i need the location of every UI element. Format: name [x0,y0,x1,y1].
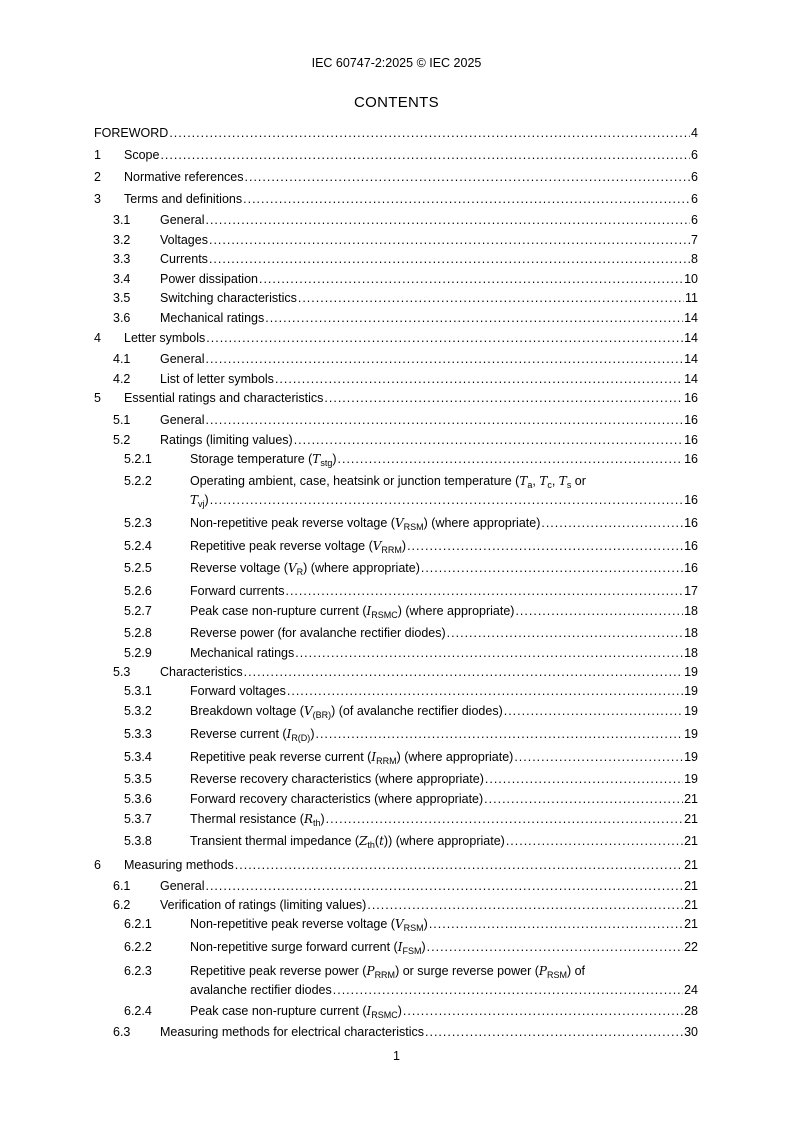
toc-leader [244,664,683,681]
toc-entry[interactable] [94,916,698,933]
toc-label: Forward currents [190,584,285,598]
toc-page: 16 [684,452,698,466]
toc-label: Ratings (limiting values) [160,433,293,447]
toc-page: 18 [684,604,698,618]
document-header: IEC 60747-2:2025 © IEC 2025 [311,56,482,70]
toc-entry[interactable] [94,515,698,532]
toc-label: Non-repetitive surge forward current $(I_{FSM})$ [190,940,426,956]
toc-label: Measuring methods [124,858,234,872]
toc-entry[interactable] [94,451,698,468]
toc-leader [315,726,683,743]
toc-number: 6.2.1 [124,917,152,931]
toc-label-line1: Repetitive peak reverse power $(P_{RRM})$ or surge reverse power $(P_{RSM})$ of [190,964,586,980]
toc-leader [407,538,683,555]
symbol: T [312,452,321,466]
toc-entry[interactable] [94,371,698,388]
toc-page: 19 [684,772,698,786]
toc-label: List of letter symbols [160,372,274,386]
toc-number: 5.2 [113,433,131,447]
toc-entry[interactable] [94,897,698,914]
page-number: 1 [393,1049,400,1063]
toc-page: 6 [691,192,698,206]
toc-label: Terms and definitions [124,192,243,206]
toc-label-line1: Operating ambient, case, heatsink or junction temperature ($T_a$, $T_c$, $T_s$ or [190,474,586,490]
toc-entry[interactable] [94,664,698,681]
toc-leader [429,916,683,933]
toc-label: Peak case non-rupture current $(I_{RSMC})$ [190,1004,402,1020]
toc-number: 5.3.1 [124,684,152,698]
toc-leader [447,625,683,642]
toc-page: 18 [684,626,698,640]
toc-leader [210,492,683,509]
toc-page: 19 [684,727,698,741]
toc-number: 3 [94,192,101,206]
toc-page: 6 [691,213,698,227]
toc-label: Thermal resistance $(R_{th})$ [190,812,325,828]
toc-number: 5 [94,391,101,405]
toc-page: 21 [684,792,698,806]
toc-page: 14 [684,352,698,366]
toc-entry[interactable] [94,833,698,850]
toc-page: 19 [684,704,698,718]
toc-page: 6 [691,148,698,162]
toc-leader [421,560,683,577]
toc-entry[interactable] [94,703,698,720]
toc-label: Repetitive peak reverse current $(I_{RRM})$ (where appropriate) [190,750,514,766]
toc-label: Switching characteristics [160,291,297,305]
toc-number: 6.3 [113,1025,131,1039]
toc-entry[interactable] [94,212,698,229]
toc-number: 6.2.4 [124,1004,152,1018]
toc-leader [295,645,683,662]
toc-label: Measuring methods for electrical characteristics [160,1025,424,1039]
toc-number: 6.1 [113,879,131,893]
toc-leader [209,251,690,268]
toc-leader [506,833,683,850]
toc-label: Essential ratings and characteristics [124,391,324,405]
toc-leader [515,603,683,620]
toc-number: 5.2.4 [124,539,152,553]
toc-page: 19 [684,665,698,679]
toc-label: Power dissipation [160,272,258,286]
toc-number: 3.5 [113,291,131,305]
toc-entry[interactable] [94,603,698,620]
toc-leader [275,371,683,388]
toc-number: 3.4 [113,272,131,286]
toc-page: 28 [684,1004,698,1018]
toc-leader [367,897,683,914]
toc-entry[interactable] [94,878,698,895]
toc-page: 16 [684,391,698,405]
toc-entry[interactable] [94,583,698,600]
toc-number: 5.2.3 [124,516,152,530]
toc-label: Reverse voltage $(V_R)$ (where appropriate) [190,561,420,577]
page-title: CONTENTS [354,94,439,111]
toc-number: 5.2.7 [124,604,152,618]
toc-number: 6.2.2 [124,940,152,954]
toc-label: General [160,413,205,427]
toc-leader [338,451,684,468]
toc-label: General [160,879,205,893]
toc-page: 10 [684,272,698,286]
toc-entry[interactable] [94,771,698,788]
toc-page: 21 [684,812,698,826]
toc-number: 5.2.5 [124,561,152,575]
toc-page: 14 [684,331,698,345]
toc-page: 16 [684,539,698,553]
toc-number: 3.6 [113,311,131,325]
toc-page: 21 [684,834,698,848]
toc-leader [324,390,683,407]
toc-leader [205,351,683,368]
toc-leader [484,791,683,808]
toc-entry[interactable] [94,169,698,186]
toc-leader [209,232,690,249]
toc-number: 4.2 [113,372,131,386]
toc-leader [285,583,683,600]
toc-number: 5.3.2 [124,704,152,718]
toc-number: 5.2.1 [124,452,152,466]
toc-page: 6 [691,170,698,184]
toc-leader [427,939,683,956]
toc-page: 4 [691,126,698,140]
toc-entry[interactable] [94,412,698,429]
toc-number: 5.2.2 [124,474,152,488]
toc-leader [333,982,683,999]
toc-leader [169,125,690,142]
toc-entry[interactable] [94,351,698,368]
toc-entry[interactable] [94,473,698,509]
toc-leader [243,191,690,208]
toc-entry[interactable] [94,963,698,999]
toc-label: Reverse current $(I_{R(D)})$ [190,727,315,743]
toc-page: 16 [684,516,698,530]
toc-leader [205,212,690,229]
toc-leader [235,857,683,874]
toc-entry[interactable] [94,191,698,208]
toc-entry[interactable] [94,310,698,327]
toc-page: 19 [684,750,698,764]
toc-label: Transient thermal impedance $(Z_{th}(t))$ (where appropriate) [190,834,505,850]
toc-leader [245,169,691,186]
toc-number: 2 [94,170,101,184]
toc-entry[interactable] [94,683,698,700]
toc-page: 19 [684,684,698,698]
toc-leader [287,683,683,700]
toc-entry[interactable] [94,330,698,347]
toc-number: 5.3.4 [124,750,152,764]
toc-label: Mechanical ratings [190,646,295,660]
toc-leader [206,330,683,347]
toc-label: Verification of ratings (limiting values) [160,898,367,912]
toc-label: Normative references [124,170,244,184]
toc-label: Forward voltages [190,684,286,698]
toc-number: 4 [94,331,101,345]
toc-label-line2: $T_{vj}$) [190,493,209,509]
toc-entry[interactable] [94,1024,698,1041]
toc-leader [504,703,683,720]
toc-label: Repetitive peak reverse voltage $(V_{RRM})$ [190,539,407,555]
toc-number: 6.2 [113,898,131,912]
toc-number: 5.3.7 [124,812,152,826]
toc-page: 16 [684,493,698,507]
toc-entry[interactable] [94,857,698,874]
toc-label: Characteristics [160,665,243,679]
toc-label: Reverse power (for avalanche rectifier diodes) [190,626,446,640]
toc-leader [259,271,683,288]
toc-entry[interactable] [94,232,698,249]
toc-number: 3.2 [113,233,131,247]
toc-entry[interactable] [94,939,698,956]
toc-leader [265,310,683,327]
toc-leader [514,749,683,766]
toc-number: 5.2.9 [124,646,152,660]
toc-label: General [160,352,205,366]
toc-number: 4.1 [113,352,131,366]
toc-label: Mechanical ratings [160,311,265,325]
toc-number: 3.1 [113,213,131,227]
toc-entry[interactable] [94,271,698,288]
toc-entry[interactable] [94,432,698,449]
toc-leader [205,412,683,429]
toc-leader [160,147,690,164]
toc-label: Forward recovery characteristics (where appropriate) [190,792,484,806]
toc-number: 5.3.8 [124,834,152,848]
toc-label: Breakdown voltage $(V_{(BR)})$ (of avalanche rectifier diodes) [190,704,503,720]
toc-number: 6 [94,858,101,872]
toc-entry[interactable] [94,390,698,407]
toc-label: Non-repetitive peak reverse voltage $(V_{RSM})$ (where appropriate) [190,516,541,532]
toc-entry[interactable] [94,560,698,577]
toc-leader [425,1024,683,1041]
toc-number: 5.3 [113,665,131,679]
toc-leader [485,771,683,788]
toc-number: 5.2.8 [124,626,152,640]
toc-label: Peak case non-rupture current $(I_{RSMC})$ (where appropriate) [190,604,515,620]
toc-page: 11 [685,291,698,305]
toc-page: 24 [684,983,698,997]
toc-entry[interactable] [94,645,698,662]
toc-entry[interactable] [94,538,698,555]
toc-page: 22 [684,940,698,954]
toc-number: 3.3 [113,252,131,266]
toc-entry[interactable] [94,811,698,828]
toc-leader [541,515,683,532]
toc-page: 7 [691,233,698,247]
toc-label: Reverse recovery characteristics (where appropriate) [190,772,484,786]
toc-entry[interactable] [94,251,698,268]
toc-number: 5.1 [113,413,131,427]
toc-page: 21 [684,917,698,931]
toc-leader [298,290,684,307]
toc-number: 1 [94,148,101,162]
toc-page: 16 [684,433,698,447]
toc-page: 14 [684,311,698,325]
toc-entry[interactable] [94,147,698,164]
toc-page: 14 [684,372,698,386]
toc-page: 18 [684,646,698,660]
toc-leader [294,432,683,449]
toc-page: 21 [684,879,698,893]
toc-number: 5.2.6 [124,584,152,598]
toc-label: Voltages [160,233,208,247]
toc-label: Scope [124,148,160,162]
toc-entry[interactable] [94,749,698,766]
toc-number: 5.3.3 [124,727,152,741]
toc-leader [326,811,683,828]
toc-entry[interactable] [94,791,698,808]
toc-entry-foreword[interactable] [94,125,698,142]
toc-page: 17 [684,584,698,598]
toc-entry[interactable] [94,1003,698,1020]
toc-label-line2: avalanche rectifier diodes [190,983,332,997]
toc-page: 21 [684,898,698,912]
toc-label: Currents [160,252,208,266]
toc-entry[interactable] [94,726,698,743]
toc-label: Non-repetitive peak reverse voltage $(V_{RSM})$ [190,917,428,933]
toc-entry[interactable] [94,290,698,307]
toc-page: 21 [684,858,698,872]
toc-leader [403,1003,683,1020]
toc-page: 16 [684,561,698,575]
toc-label: FOREWORD [94,126,169,140]
toc-page: 8 [691,252,698,266]
toc-number: 5.3.6 [124,792,152,806]
toc-number: 6.2.3 [124,964,152,978]
toc-number: 5.3.5 [124,772,152,786]
toc-label: Storage temperature $(T_{stg})$ [190,452,337,468]
toc-entry[interactable] [94,625,698,642]
toc-page: 30 [684,1025,698,1039]
toc-page: 16 [684,413,698,427]
toc-label: Letter symbols [124,331,206,345]
toc-leader [205,878,683,895]
toc-label: General [160,213,205,227]
